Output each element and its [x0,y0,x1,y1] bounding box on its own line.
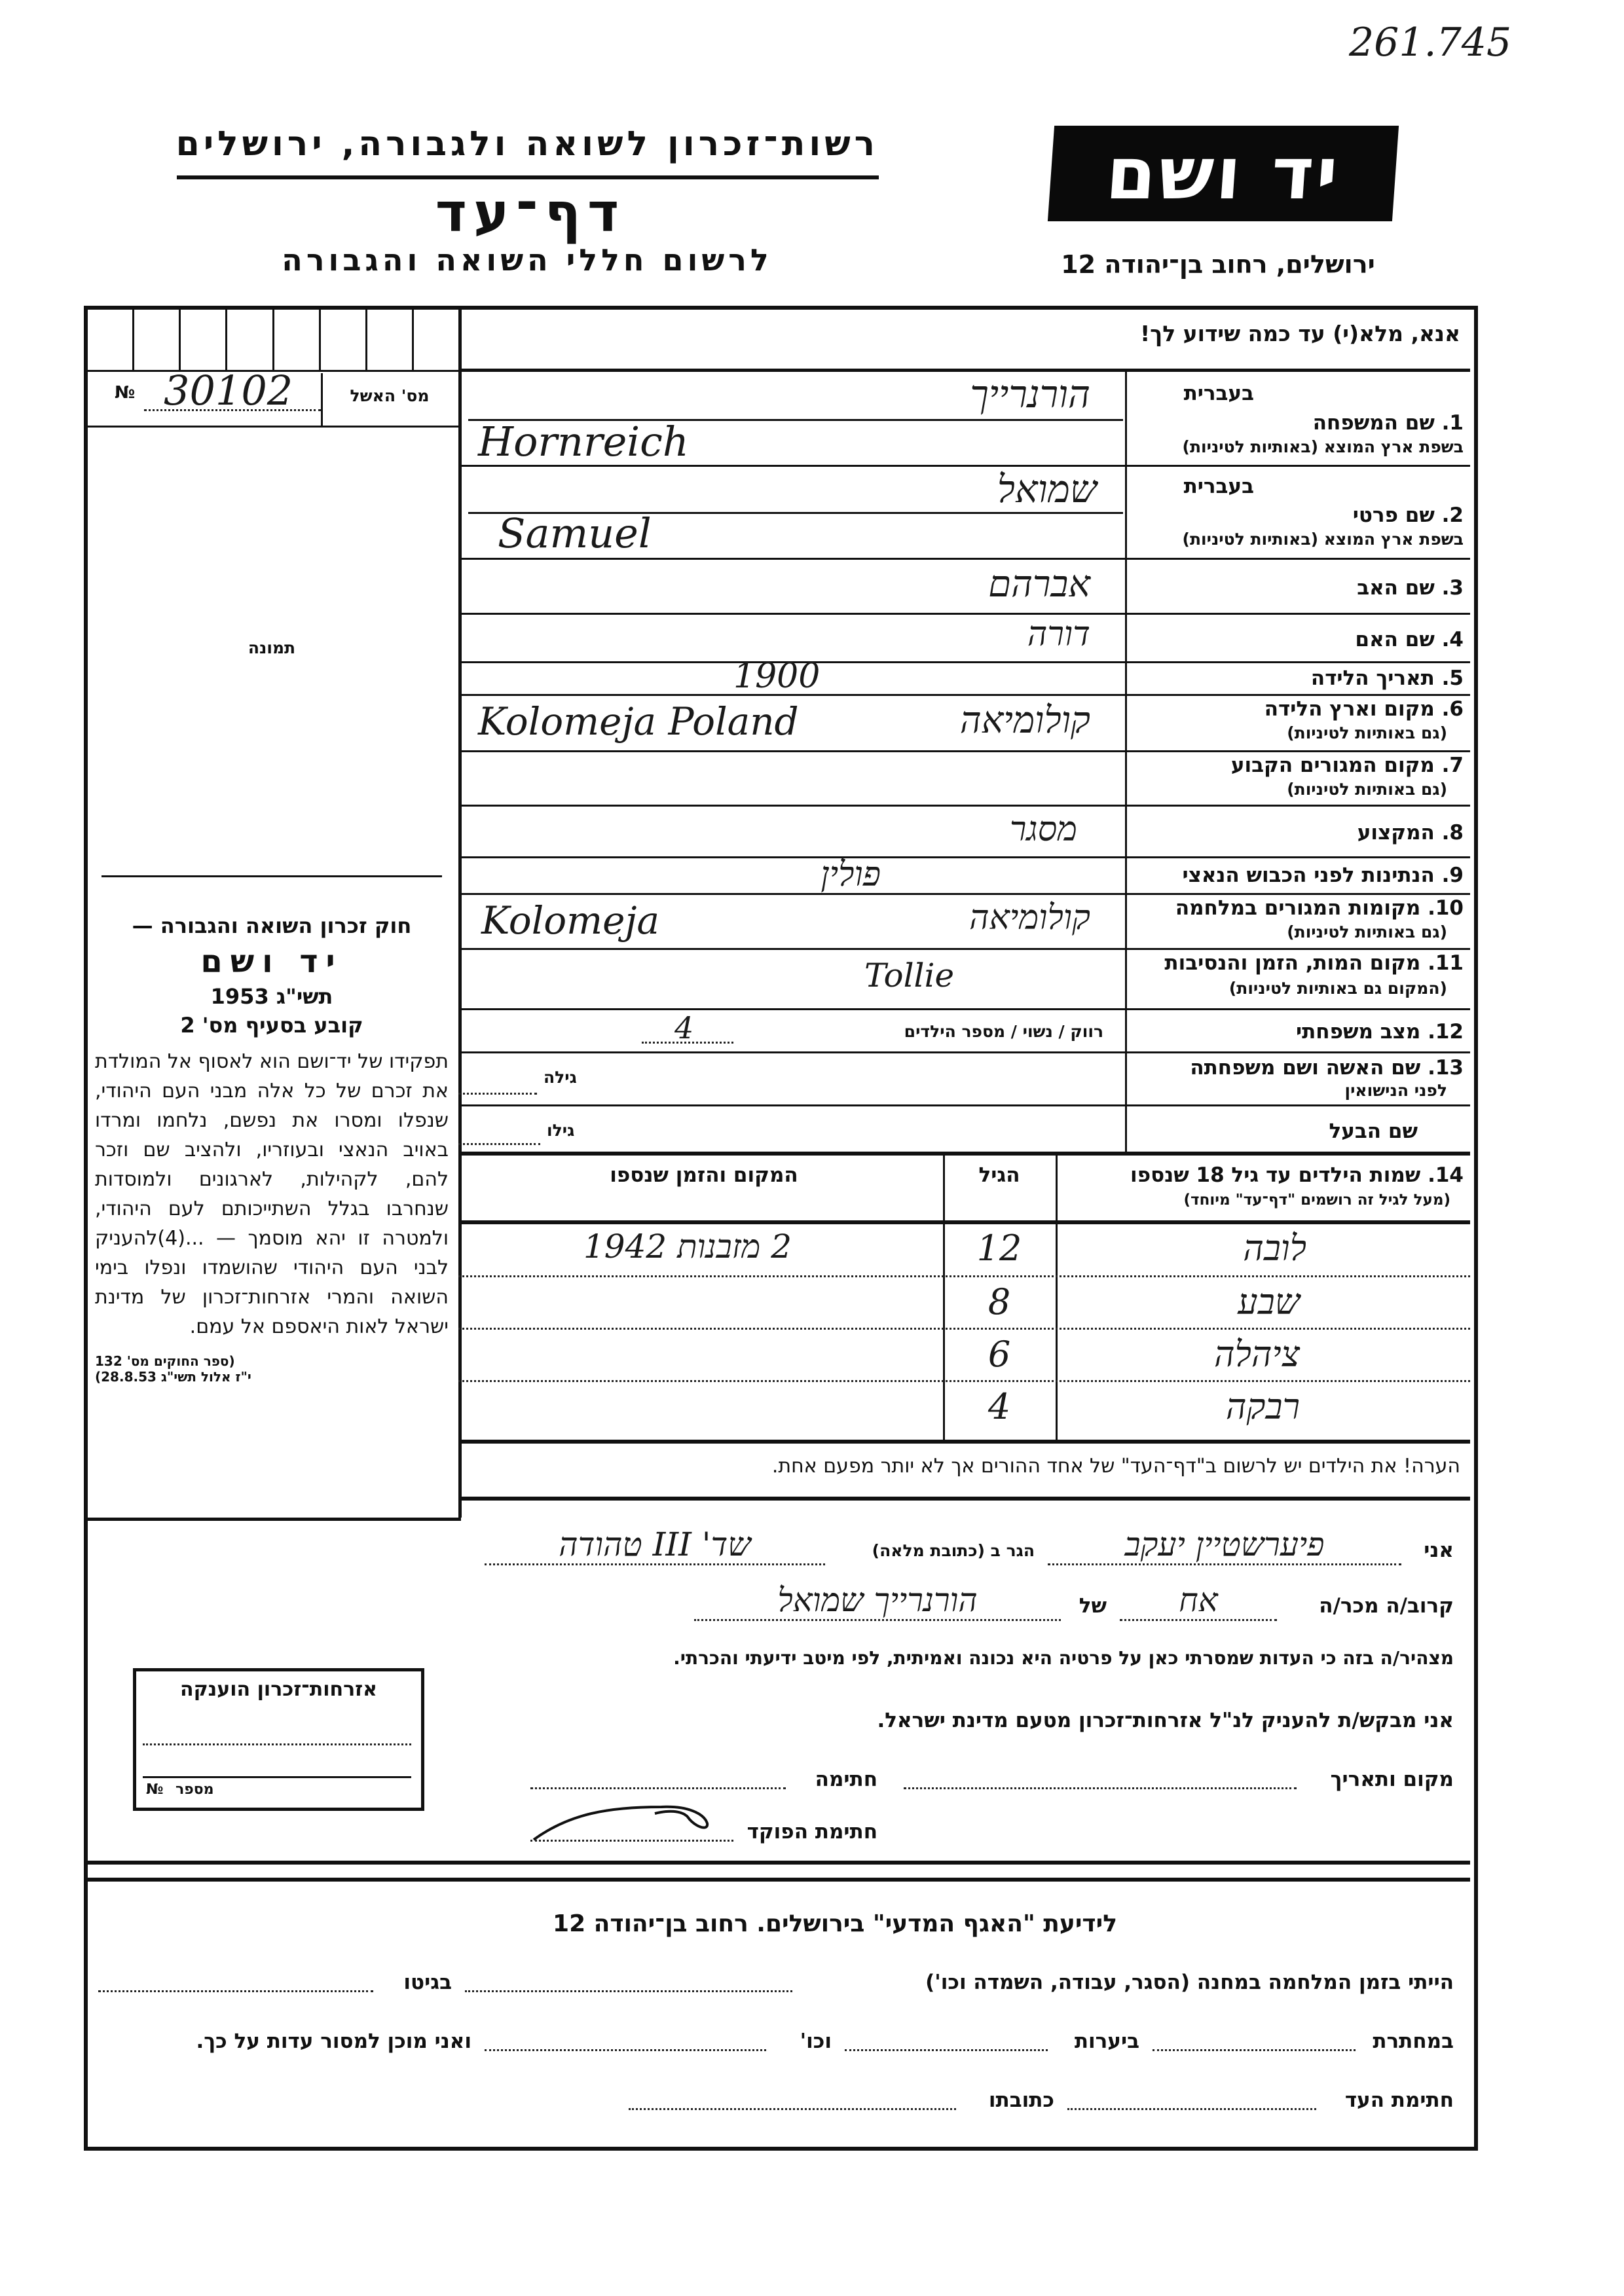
children-count-value[interactable]: 4 [674,1010,694,1046]
divider [458,1440,1470,1444]
witness-signature-label: חתימת העד [1344,2088,1454,2112]
submitter-line [471,1525,1454,1578]
law-name: יד ושם [200,943,343,980]
children-note: הערה! את הילדים יש לרשום ב"דף־העד" של אחד ההורים אך לא יותר מפעם אחת. [771,1455,1460,1478]
header-underline [177,175,879,179]
field-wartime-residence [458,895,1470,950]
row-dots [458,1328,1470,1330]
witness-address-field[interactable] [629,2108,956,2110]
field-profession [458,807,1470,858]
profession-value[interactable]: מסגר [1009,810,1077,849]
citizenship-request: אני מבקש/ת להעניק לנ"ל אזרחות־זכרון מטעם מדינת ישראל. [877,1709,1454,1732]
witness-section [98,1971,1454,2128]
law-body: תפקידו של יד־ושם הוא לאסוף אל המולדת את זכרם של כל אלה מבני העם היהודי, שנפלו ומסרו את נפשם, נלחמו ומרדו באויב הנאצי ובעוזריו, ולהציב שם וזכר להם, לקהילות, לארגונים ולמוסדות שנחרבו בגלל השתייכותם לעם היהודי, ולמטרה זו יהא מוסמך — ...(4)להעניק לבני העם היהודי שהושמדו ונפלו בימי השואה והמרי אזרחות־זכרון של מדינת ישראל לאות היאספם אל עמם. [95,1050,449,1338]
signature-field[interactable] [530,1787,786,1789]
camp-label: הייתי בזמן המלחמה במחנה (הסגר, עבודה, השמדה וכו') [925,1971,1454,1994]
field-label: 6. מקום וארץ הלידה [1264,697,1464,721]
field-permanent-residence [458,752,1470,807]
field-birth-date [458,657,1470,696]
form-subtitle: לרשום חללי השואה והגבורה [282,242,773,278]
citizenship-number-label: מספר [175,1781,214,1798]
field-label: 7. מקום המגורים הקבוע [1230,754,1464,777]
age-header: הגיל [978,1163,1020,1187]
field-sublabel: בשפת ארץ המוצא (באותיות לטיניות) [1182,437,1464,456]
citizenship-box-title: אזרחות־זכרון הוענקה [179,1678,378,1701]
place-date-label: מקום ותאריך [1330,1768,1454,1791]
child-age[interactable]: 12 [976,1228,1022,1269]
row-dots [458,1380,1470,1382]
field-label: 13. שם האשה ושם משפחתה [1190,1056,1464,1080]
field-label: 11. מקום המות, הזמן והנסיבות [1164,951,1464,975]
citizenship-field[interactable] [143,1743,411,1745]
wartime-residence-latin[interactable]: Kolomeja [481,898,660,943]
husband-age-label: גילו [547,1121,575,1140]
field-label: 9. הנתינות לפני הכבוש הנאצי [1182,864,1464,887]
field-sublabel: (גם באותיות לטיניות) [1287,922,1447,941]
relation-line [471,1581,1454,1633]
relation-value[interactable]: אח [1120,1581,1277,1621]
field-sublabel: (גם באותיות לטיניות) [1287,723,1447,742]
field-death-place [458,950,1470,1010]
law-source-2: י"ז אלול תשי"ג 28.8.53) [95,1369,251,1385]
field-wife-name [458,1053,1470,1106]
child-name[interactable]: ציהלה [1214,1334,1300,1375]
child-age[interactable]: 8 [987,1281,1011,1322]
file-number: 30102 [164,367,293,414]
wife-age-field[interactable] [458,1093,537,1095]
field-label: 10. מקומות המגורים במלחמה [1175,896,1464,920]
submitter-address[interactable]: שד' III טהודה [485,1525,825,1565]
etc-field[interactable] [485,2049,766,2051]
divider [458,1497,1470,1501]
birth-place-hebrew[interactable]: קולומיאה [959,699,1090,742]
camp-field[interactable] [465,1990,792,1992]
child-age[interactable]: 6 [987,1334,1011,1375]
victim-name-reference[interactable]: הורנרייך שמואל [694,1581,1061,1621]
intro-text: אנא, מלא(י) עד כמה שידוע לך! [1140,321,1460,346]
yad-vashem-logo [1048,126,1399,221]
place-header: המקום והזמן שנספו [610,1163,798,1187]
etc-label: וכו' [800,2030,832,2053]
file-number-dots [144,409,321,411]
field-family-name [458,372,1470,467]
family-name-hebrew[interactable]: הורנרייך [970,372,1090,416]
birth-place-latin[interactable]: Kolomeja Poland [478,699,799,744]
field-label: 4. שם האם [1355,628,1464,651]
divider [321,373,323,426]
witness-address-label: כתובתו [988,2088,1054,2112]
mother-name-value[interactable]: דורה [1027,615,1090,654]
child-row [458,1383,1470,1435]
field-husband-name [458,1106,1470,1156]
row-dots [458,1275,1470,1277]
authority-name: רשות־זכרון לשואה ולגבורה, ירושלים [175,124,879,164]
child-row [458,1330,1470,1383]
wartime-residence-hebrew[interactable]: קולומיאה [969,898,1090,938]
field-label: 12. מצב משפחתי [1295,1020,1464,1044]
forests-field[interactable] [845,2049,1048,2051]
child-place[interactable]: 2 מזבנות 1942 [583,1228,792,1266]
field-sublabel: בשפת ארץ המוצא (באותיות לטיניות) [1182,530,1464,549]
child-name[interactable]: רבקה [1225,1386,1300,1427]
citizenship-no-symbol: № [146,1781,164,1798]
child-age[interactable]: 4 [987,1386,1011,1427]
official-signature-line [471,1820,1454,1859]
family-name-latin[interactable]: Hornreich [478,418,689,465]
photo-label: תמונה [248,638,296,657]
address-label: הגר ב (כתובת מלאה) [872,1541,1035,1560]
underground-label: במחתרת [1373,2030,1454,2053]
official-signature-label: חתימת הפוקד [747,1820,877,1844]
child-name[interactable]: לובה [1243,1228,1306,1269]
of-label: של [1079,1594,1107,1618]
law-clause: קובע בסעיף מס' 2 [180,1013,363,1038]
field-sublabel: (המקום גם באותיות לטיניות) [1228,979,1447,998]
field-label: 1. שם המשפחה [1312,411,1464,435]
hebrew-label: בעברית [1183,475,1254,498]
law-title: חוק זכרון השואה והגבורה — [132,913,412,938]
field-birth-place [458,696,1470,752]
first-name-latin[interactable]: Samuel [498,509,652,557]
divider [143,1776,411,1778]
first-name-hebrew[interactable]: שמואל [997,467,1097,511]
place-date-field[interactable] [904,1787,1297,1789]
citizenship-box [133,1668,424,1811]
field-mother-name [458,615,1470,663]
field-label: 5. תאריך הלידה [1310,666,1464,690]
divider [88,426,458,428]
signature-label: חתימה [815,1768,877,1791]
field-label: 8. המקצוע [1357,821,1464,845]
file-no-symbol: № [115,383,136,403]
forests-label: ביערות [1074,2030,1139,2053]
left-column-bottom [88,1518,461,1521]
husband-age-field[interactable] [458,1143,540,1145]
form-title: דף־עד [435,182,626,244]
field-label: 2. שם פרטי [1352,503,1464,527]
field-first-name [458,467,1470,560]
address: ירושלים, רחוב בן־יהודה 12 [1061,250,1375,279]
field-sublabel: (גם באותיות לטיניות) [1287,780,1447,799]
child-row [458,1278,1470,1330]
ghetto-field[interactable] [98,1990,373,1992]
witness-signature-field[interactable] [1067,2108,1316,2110]
relation-label: קרוב/ה מכר/ה [1319,1594,1454,1618]
hebrew-label: בעברית [1183,382,1254,405]
children-header: 14. שמות הילדים עד גיל 18 שנספו [1130,1163,1464,1187]
declaration-statement: מצהיר/ה בזה כי העדות שמסרתי כאן על פרטיה היא נכונה ואמיתית, לפי מיטב ידיעתי והכרתי. [673,1647,1454,1669]
code-boxes [88,310,458,370]
footer-title: לידיעת "האגף המדעי" בירושלים. רחוב בן־יהודה 12 [553,1910,1117,1937]
official-signature-scribble [530,1794,714,1846]
birth-date-value[interactable]: 1900 [733,657,821,696]
separator-bottom [88,1878,1470,1882]
children-header-sub: (מעל לגיל זה רושמים "דף־עד" מיוחד) [1183,1192,1450,1209]
wife-age-label: גילה [544,1068,577,1087]
file-number-label: מס' האשל [350,386,430,405]
nationality-value[interactable]: פולין [821,855,881,894]
children-table [458,1156,1470,1440]
law-block [95,913,449,1385]
i-label: אני [1424,1539,1454,1562]
field-nationality [458,855,1470,895]
testimony-offer: ואני מוכן למסור עדות על כך. [196,2030,471,2053]
death-place-value[interactable]: Tollie [864,957,955,994]
child-row [458,1224,1470,1278]
father-name-value[interactable]: אברהם [988,563,1090,606]
law-year: תשי"ג 1953 [210,984,333,1009]
law-source-1: (ספר החוקים מס' 132 [95,1353,235,1369]
archive-number: 261.745 [1349,20,1512,65]
field-label: שם הבעל [1329,1120,1418,1143]
field-marital-status [458,1010,1470,1053]
ghetto-label: בגיטו [403,1971,452,1994]
underground-field[interactable] [1153,2049,1356,2051]
photo-bottom-line [101,875,442,877]
submitter-name[interactable]: פיערשטיין יעקב [1048,1525,1401,1565]
child-name[interactable]: שבע [1238,1281,1300,1322]
marital-status-options: רווק / נשוי / מספר הילדים [904,1022,1103,1041]
logo-text: יד ושם [1103,132,1344,215]
field-sublabel: לפני הנישואין [1344,1081,1447,1100]
field-label: 3. שם האב [1357,576,1464,600]
children-count-dots [642,1042,733,1044]
field-father-name [458,560,1470,615]
separator-top [88,1861,1470,1865]
